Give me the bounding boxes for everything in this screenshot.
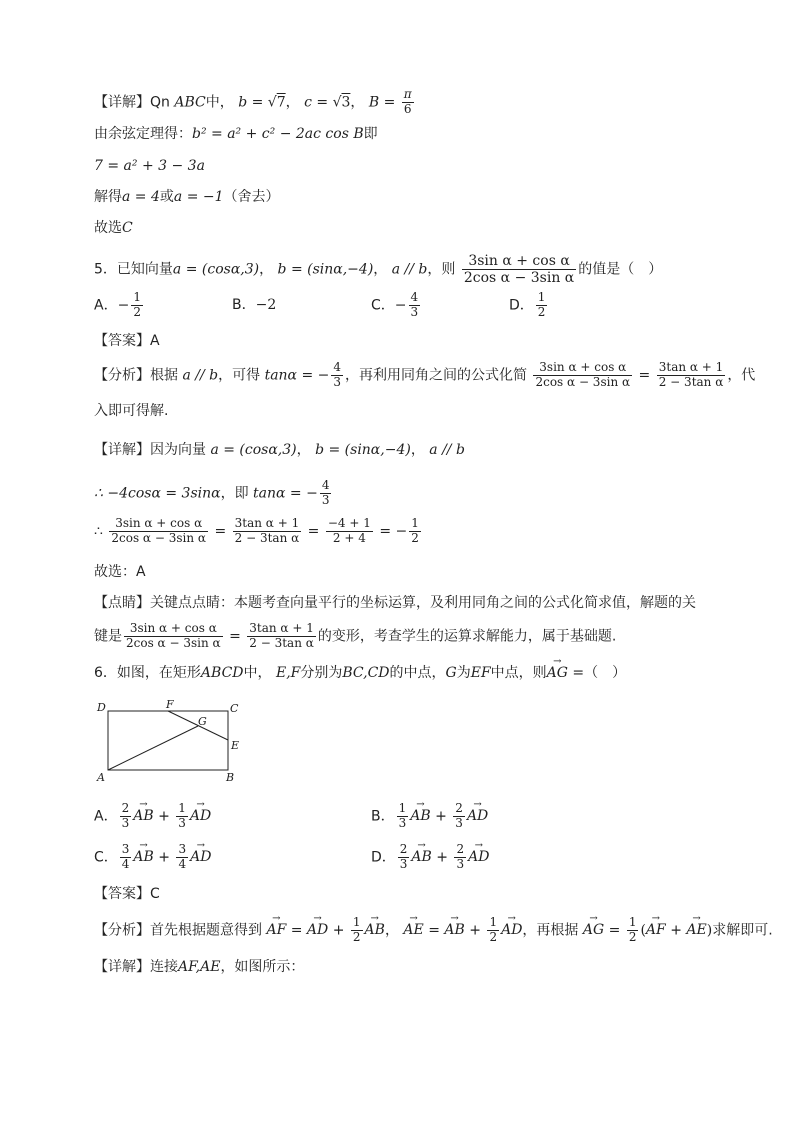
- fraction: $\frac{4}{3}$: [333, 360, 342, 389]
- label-g: G: [198, 715, 207, 728]
- detail-label: 【详解】: [94, 442, 150, 458]
- q6-detail-line: 【详解】连接AF,AE，如图所示：: [94, 959, 305, 975]
- fraction: $\frac{2}{3}$: [399, 842, 408, 871]
- fraction: $\frac{3}{4}$: [121, 842, 130, 871]
- q6-option-b[interactable]: B． $\frac{1}{3}$ → AB + $\frac{2}{3}$ → AD: [371, 802, 488, 831]
- q5-option-b[interactable]: B．−2: [232, 297, 277, 313]
- q6-stem: 6．如图，在矩形ABCD中， E,F分别为BC,CD的中点，G为EF中点，则→ AG =（ ）: [94, 666, 626, 680]
- fraction: $\frac{1}{2}$: [352, 915, 361, 944]
- equation-line: 7 = a² + 3 − 3a: [94, 158, 205, 174]
- q5-option-a[interactable]: A．− $\frac{1}{2}$: [94, 290, 141, 319]
- q6-option-a[interactable]: A． $\frac{2}{3}$ → AB + $\frac{1}{3}$ → AD: [94, 802, 211, 831]
- q5-analysis-line2: 入即可得解.: [94, 403, 169, 419]
- fraction: $\frac{4}{3}$: [321, 478, 330, 507]
- fraction: $\frac{\text{3sin α + cos α}}{\text{2cos α − 3sin α}}$: [535, 360, 631, 389]
- choose-line: 故选C: [94, 220, 133, 236]
- cos-law-line: 由余弦定理得：b² = a² + c² − 2ac cos B即: [94, 126, 378, 142]
- q5-answer-line: 【答案】A: [94, 333, 160, 349]
- label-c: C: [230, 702, 239, 715]
- answer-label: 【答案】: [94, 333, 150, 349]
- q5-keypoint: 【点睛】关键点点睛：本题考查向量平行的坐标运算，及利用同角之间的公式化简求值，解题的关: [94, 595, 696, 611]
- fraction: $\frac{\text{3sin α + cos α}}{\text{2cos α − 3sin α}}$: [111, 516, 206, 545]
- analysis-label: 【分析】: [94, 922, 150, 939]
- analysis-label: 【分析】: [94, 367, 150, 384]
- q5-step2: ∴ $\frac{\text{3sin α + cos α}}{\text{2cos α − 3sin α}}$ = $\frac{\text{3tan α + 1}}{\text{2 − 3tan α}}$ = $\frac{-4 + 1}{2 + 4}$ = − $\frac{1}{2}$: [94, 516, 419, 545]
- label-b: B: [226, 771, 235, 784]
- detail-label: 【详解】: [94, 94, 150, 111]
- fraction: $\frac{\pi}{6}$: [403, 87, 412, 116]
- p4-detail-line: 【详解】Qn ABC中， b = √7， c = √3， B = $\frac{\pi}{6}$: [94, 87, 412, 116]
- fraction: $\frac{3}{4}$: [178, 842, 187, 871]
- fraction: $\frac{2}{3}$: [456, 842, 465, 871]
- fraction: $\frac{\text{3sin α + cos α}}{\text{2cos α − 3sin α}}$: [126, 621, 221, 650]
- segment-ag: [108, 726, 198, 770]
- solve-line: 解得a = 4或a = −1（舍去）: [94, 189, 280, 205]
- answer-label: 【答案】: [94, 886, 150, 902]
- q6-answer-line: 【答案】C: [94, 886, 160, 902]
- fraction: $\frac{1}{2}$: [628, 915, 637, 944]
- rectangle-figure: [94, 698, 254, 784]
- fraction: $\frac{1}{2}$: [537, 290, 546, 319]
- label-f: F: [166, 698, 174, 711]
- q5-choose: 故选：A: [94, 564, 146, 580]
- fraction: $\frac{2}{3}$: [121, 801, 130, 830]
- q5-stem: 5．已知向量a = (cosα,3)， b = (sinα,−4)， a // b，则 $\frac{\text{3sin α + cos α}}{\text{2cos α − 3sin α}}$ 的值是（ ）: [94, 253, 663, 287]
- q5-detail-line: 【详解】因为向量 a = (cosα,3)， b = (sinα,−4)， a // b: [94, 442, 465, 458]
- q5-keypoint-line2: 键是 $\frac{\text{3sin α + cos α}}{\text{2cos α − 3sin α}}$ = $\frac{\text{3tan α + 1}}{\text{2 − 3tan α}}$ 的变形，考查学生的运算求解能力，属于基础题.: [94, 621, 617, 650]
- fraction: $\frac{\text{3tan α + 1}}{\text{2 − 3tan α}}$: [249, 621, 314, 650]
- fraction: $\frac{\text{3sin α + cos α}}{\text{2cos α − 3sin α}}$: [463, 253, 575, 287]
- fraction: $\frac{\text{3tan α + 1}}{\text{2 − 3tan α}}$: [234, 516, 300, 545]
- q5-option-d[interactable]: D． $\frac{1}{2}$: [509, 290, 546, 319]
- fraction: $\frac{-4 + 1}{2 + 4}$: [327, 516, 371, 545]
- fraction: $\frac{2}{3}$: [455, 801, 463, 830]
- q6-option-d[interactable]: D． $\frac{2}{3}$ → AB + $\frac{2}{3}$ → AD: [371, 843, 489, 872]
- fraction: $\frac{1}{2}$: [411, 516, 419, 545]
- fraction: $\frac{1}{2}$: [489, 915, 498, 944]
- fraction: $\frac{1}{2}$: [133, 290, 141, 319]
- q6-option-c[interactable]: C． $\frac{3}{4}$ → AB + $\frac{3}{4}$ → AD: [94, 843, 211, 872]
- label-e: E: [231, 739, 240, 752]
- q5-step1: ∴ −4cosα = 3sinα，即 tanα = − $\frac{4}{3}$: [94, 478, 330, 507]
- detail-label: 【详解】: [94, 959, 150, 975]
- fraction: $\frac{1}{3}$: [398, 801, 407, 830]
- fraction: $\frac{\text{3tan α + 1}}{\text{2 − 3tan α}}$: [658, 360, 724, 389]
- label-a: A: [97, 771, 105, 784]
- q5-analysis-line: 【分析】根据 a // b，可得 tanα = − $\frac{4}{3}$ ，再利用同角之间的公式化简 $\frac{\text{3sin α + cos α}}{\text{2cos α − 3sin α}}$ = $\frac{\text{3tan α + 1}}{\text{2 − 3tan α}}$ ，代: [94, 360, 756, 389]
- keypoint-label: 【点睛】: [94, 595, 150, 611]
- fraction: $\frac{4}{3}$: [410, 290, 419, 319]
- q5-option-c[interactable]: C．− $\frac{4}{3}$: [371, 290, 419, 319]
- fraction: $\frac{1}{3}$: [178, 801, 186, 830]
- label-d: D: [97, 701, 106, 714]
- q6-analysis-line: 【分析】首先根据题意得到 → AF = → AD + $\frac{1}{2}$ → AB， → AE = → AB + $\frac{1}{2}$ → AD，再根据 → AG = $\frac{1}{2}$ (→ AF + → AE)求解即可.: [94, 916, 773, 945]
